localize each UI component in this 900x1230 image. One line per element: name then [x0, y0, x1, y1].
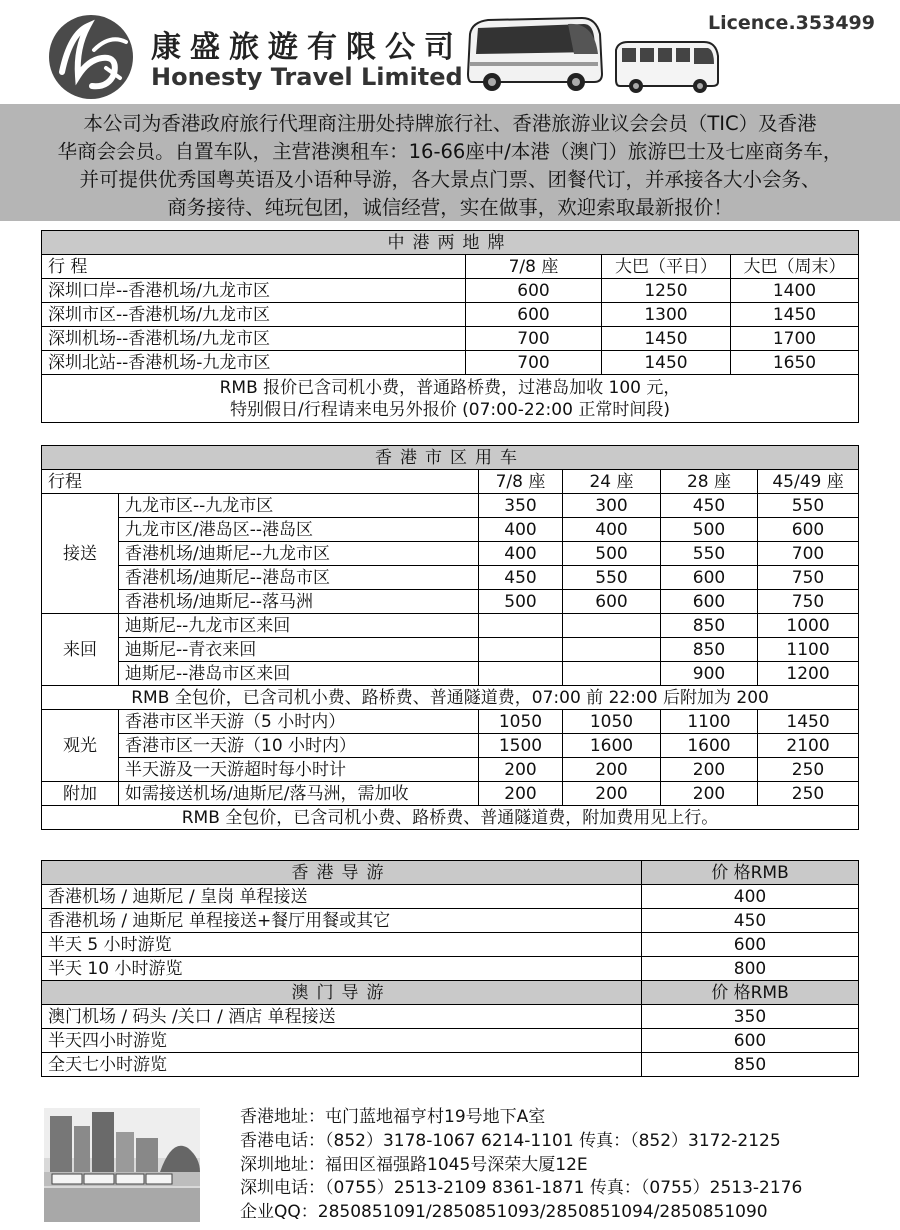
- price-cell: 550: [758, 494, 859, 518]
- price-cell: 200: [563, 758, 661, 782]
- table-row: [42, 1029, 859, 1053]
- price-cell: 700: [758, 542, 859, 566]
- service-cell: 香港机场 / 迪斯尼 / 皇岗 单程接送: [42, 885, 642, 909]
- price-cell: 600: [661, 566, 758, 590]
- price-cell: 800: [642, 957, 859, 981]
- hk-phone: 香港电话：（852）3178-1067 6214-1101 传真：（852）3172-2125: [240, 1130, 781, 1151]
- table-row: [42, 542, 859, 566]
- price-cell: 1250: [602, 279, 731, 303]
- price-cell: 1000: [758, 614, 859, 638]
- sz-phone: 深圳电话：（0755）2513-2109 8361-1871 传真：（0755）2513-2176: [240, 1178, 803, 1199]
- price-cell: 400: [563, 518, 661, 542]
- column-header: 7/8 座: [466, 255, 602, 279]
- header: [0, 0, 900, 104]
- route-cell: 香港市区一天游（10 小时内）: [119, 734, 479, 758]
- route-cell: 香港机场/迪斯尼--落马洲: [119, 590, 479, 614]
- price-cell: 250: [758, 782, 859, 806]
- table-row: [42, 909, 859, 933]
- column-header: 28 座: [661, 470, 758, 494]
- price-cell: 600: [661, 590, 758, 614]
- price-cell: 500: [563, 542, 661, 566]
- table-row: [42, 614, 859, 638]
- price-cell: 1500: [479, 734, 563, 758]
- table-row: [42, 734, 859, 758]
- table-title: 澳门导游: [42, 981, 642, 1005]
- table-title: 香港市区用车: [42, 446, 859, 470]
- hk-city-car-table: [41, 445, 859, 830]
- price-cell: 700: [466, 327, 602, 351]
- price-cell: 900: [661, 662, 758, 686]
- company-qq: 企业QQ：2850851091/2850851093/2850851094/2850851090: [240, 1202, 768, 1223]
- price-cell: [563, 638, 661, 662]
- column-header: 24 座: [563, 470, 661, 494]
- route-cell: 深圳市区--香港机场/九龙市区: [42, 303, 466, 327]
- price-cell: [563, 662, 661, 686]
- column-header: 7/8 座: [479, 470, 563, 494]
- table-row: [42, 518, 859, 542]
- price-note: RMB 全包价，已含司机小费、路桥费、普通隧道费，07:00 前 22:00 后附加为 200: [42, 686, 859, 710]
- price-cell: 600: [466, 303, 602, 327]
- price-cell: 450: [661, 494, 758, 518]
- category-label: 观光: [42, 710, 119, 782]
- price-cell: 500: [479, 590, 563, 614]
- company-logo-icon: [48, 14, 134, 100]
- table-row: [42, 566, 859, 590]
- table-row: [42, 662, 859, 686]
- price-cell: 1450: [602, 327, 731, 351]
- service-cell: 澳门机场 / 码头 /关口 / 酒店 单程接送: [42, 1005, 642, 1029]
- table-row: [42, 351, 859, 375]
- table-row: [42, 933, 859, 957]
- column-header: 行 程: [42, 255, 466, 279]
- table-row: [42, 758, 859, 782]
- price-cell: 400: [479, 542, 563, 566]
- service-cell: 半天 10 小时游览: [42, 957, 642, 981]
- price-cell: 1400: [731, 279, 859, 303]
- column-header: 45/49 座: [758, 470, 859, 494]
- price-cell: 350: [479, 494, 563, 518]
- price-cell: [479, 638, 563, 662]
- contact-info: [240, 1106, 802, 1225]
- table-row: [42, 1053, 859, 1077]
- intro-line-3: 并可提供优秀国粤英语及小语种导游，各大景点门票、团餐代订，并承接各大小会务、: [79, 168, 821, 191]
- price-cell: 1600: [563, 734, 661, 758]
- price-cell: 750: [758, 590, 859, 614]
- table-row: [42, 782, 859, 806]
- table-title: 香港导游: [42, 861, 642, 885]
- price-cell: 1050: [563, 710, 661, 734]
- price-cell: 1650: [731, 351, 859, 375]
- route-cell: 深圳口岸--香港机场/九龙市区: [42, 279, 466, 303]
- price-cell: 700: [466, 351, 602, 375]
- price-cell: 550: [563, 566, 661, 590]
- fleet-photo: [44, 1108, 200, 1222]
- table-row: [42, 279, 859, 303]
- price-cell: 450: [642, 909, 859, 933]
- price-cell: 1050: [479, 710, 563, 734]
- sz-address: 深圳地址：福田区福强路1045号深荣大厦12E: [240, 1154, 588, 1175]
- price-cell: 600: [642, 933, 859, 957]
- price-cell: 1450: [758, 710, 859, 734]
- price-cell: 850: [642, 1053, 859, 1077]
- price-cell: 300: [563, 494, 661, 518]
- price-cell: 1200: [758, 662, 859, 686]
- cross-border-price-table: [41, 230, 859, 423]
- category-label: 来回: [42, 614, 119, 686]
- column-header: 大巴（平日）: [602, 255, 731, 279]
- route-cell: 九龙市区/港岛区--港岛区: [119, 518, 479, 542]
- table-row: [42, 303, 859, 327]
- price-cell: 1100: [661, 710, 758, 734]
- price-cell: 200: [479, 758, 563, 782]
- service-cell: 全天七小时游览: [42, 1053, 642, 1077]
- service-cell: 香港机场 / 迪斯尼 单程接送+餐厅用餐或其它: [42, 909, 642, 933]
- route-cell: 迪斯尼--青衣来回: [119, 638, 479, 662]
- coach-bus-icon: [464, 14, 604, 96]
- minibus-icon: [612, 36, 722, 96]
- price-cell: 250: [758, 758, 859, 782]
- table-row: [42, 957, 859, 981]
- price-cell: [563, 614, 661, 638]
- guide-price-table: [41, 860, 859, 1077]
- price-cell: 500: [661, 518, 758, 542]
- price-cell: 400: [479, 518, 563, 542]
- price-note: RMB 全包价，已含司机小费、路桥费、普通隧道费，附加费用见上行。: [42, 806, 859, 830]
- route-cell: 迪斯尼--九龙市区来回: [119, 614, 479, 638]
- licence-number: Licence.353499: [708, 12, 875, 34]
- price-cell: 200: [661, 782, 758, 806]
- intro-line-2: 华商会会员。自置车队，主营港澳租车：16-66座中/本港（澳门）旅游巴士及七座商务车，: [57, 140, 843, 163]
- table-row: [42, 494, 859, 518]
- price-cell: 550: [661, 542, 758, 566]
- route-cell: 深圳机场--香港机场/九龙市区: [42, 327, 466, 351]
- price-cell: 850: [661, 638, 758, 662]
- table-title: 中港两地牌: [42, 231, 859, 255]
- price-cell: 2100: [758, 734, 859, 758]
- price-cell: 600: [466, 279, 602, 303]
- table-row: [42, 327, 859, 351]
- price-cell: 200: [661, 758, 758, 782]
- price-note-line-2: 特别假日/行程请来电另外报价 (07:00-22:00 正常时间段): [230, 399, 670, 420]
- category-label: 附加: [42, 782, 119, 806]
- price-cell: 450: [479, 566, 563, 590]
- table-row: [42, 885, 859, 909]
- price-cell: 1300: [602, 303, 731, 327]
- service-cell: 半天四小时游览: [42, 1029, 642, 1053]
- price-cell: 400: [642, 885, 859, 909]
- category-label: 接送: [42, 494, 119, 614]
- price-cell: 350: [642, 1005, 859, 1029]
- route-cell: 迪斯尼--港岛市区来回: [119, 662, 479, 686]
- price-note: [42, 375, 859, 423]
- table-row: [42, 1005, 859, 1029]
- price-cell: 600: [642, 1029, 859, 1053]
- price-cell: 600: [563, 590, 661, 614]
- hk-address: 香港地址：屯门蓝地福亨村19号地下A室: [240, 1107, 546, 1127]
- price-cell: 1700: [731, 327, 859, 351]
- intro-line-1: 本公司为香港政府旅行代理商注册处持牌旅行社、香港旅游业议会会员（TIC）及香港: [83, 112, 817, 135]
- intro-banner: [0, 104, 900, 221]
- table-row: [42, 590, 859, 614]
- column-header: 价 格RMB: [642, 861, 859, 885]
- price-cell: 750: [758, 566, 859, 590]
- company-name-en: Honesty Travel Limited: [151, 63, 463, 91]
- company-name-cn: 康盛旅遊有限公司: [151, 30, 463, 65]
- route-cell: 香港机场/迪斯尼--九龙市区: [119, 542, 479, 566]
- price-cell: 600: [758, 518, 859, 542]
- price-cell: 1100: [758, 638, 859, 662]
- route-cell: 深圳北站--香港机场-九龙市区: [42, 351, 466, 375]
- price-cell: 1450: [602, 351, 731, 375]
- table-row: [42, 638, 859, 662]
- price-note-line-1: RMB 报价已含司机小费，普通路桥费，过港岛加收 100 元，: [219, 377, 681, 398]
- price-cell: 1600: [661, 734, 758, 758]
- table-row: [42, 710, 859, 734]
- route-cell: 香港市区半天游（5 小时内）: [119, 710, 479, 734]
- route-cell: 半天游及一天游超时每小时计: [119, 758, 479, 782]
- column-header: 大巴（周末）: [731, 255, 859, 279]
- route-cell: 九龙市区--九龙市区: [119, 494, 479, 518]
- price-cell: 850: [661, 614, 758, 638]
- route-cell: 如需接送机场/迪斯尼/落马洲，需加收: [119, 782, 479, 806]
- column-header: 行程: [42, 470, 479, 494]
- price-cell: 200: [563, 782, 661, 806]
- price-cell: 1450: [731, 303, 859, 327]
- price-cell: [479, 662, 563, 686]
- price-cell: 200: [479, 782, 563, 806]
- price-cell: [479, 614, 563, 638]
- column-header: 价 格RMB: [642, 981, 859, 1005]
- service-cell: 半天 5 小时游览: [42, 933, 642, 957]
- route-cell: 香港机场/迪斯尼--港岛市区: [119, 566, 479, 590]
- intro-line-4: 商务接待、纯玩包团，诚信经营，实在做事，欢迎索取最新报价！: [167, 196, 733, 219]
